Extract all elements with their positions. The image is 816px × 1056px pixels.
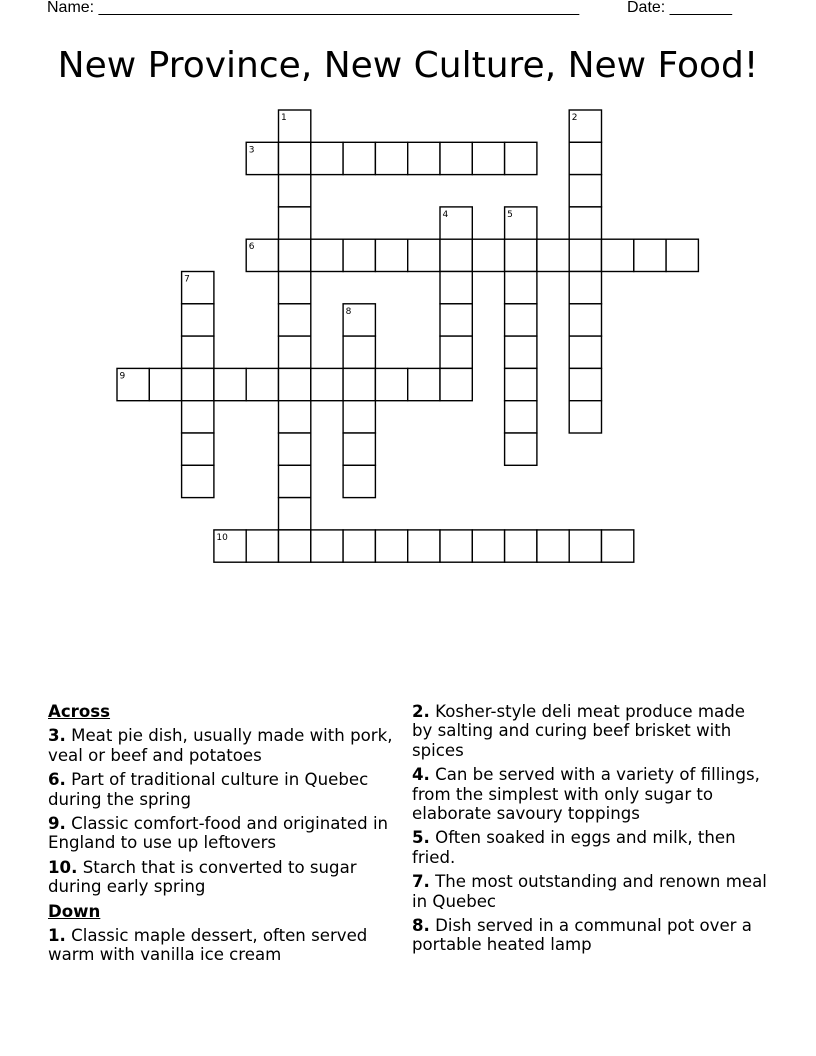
- grid-cell[interactable]: [408, 368, 440, 400]
- down-clue: [412, 828, 770, 867]
- grid-cell[interactable]: [279, 336, 311, 368]
- clue-number: 10.: [48, 857, 78, 877]
- grid-cell[interactable]: [569, 401, 601, 433]
- grid-cell[interactable]: [375, 368, 407, 400]
- grid-cell[interactable]: [505, 239, 537, 271]
- grid-cell[interactable]: [311, 368, 343, 400]
- down-clue: [412, 702, 770, 760]
- grid-cell[interactable]: [537, 530, 569, 562]
- grid-cell[interactable]: [279, 142, 311, 174]
- grid-cell[interactable]: [472, 530, 504, 562]
- clue-text: Classic maple dessert, often served warm with vanilla ice cream: [48, 926, 368, 965]
- across-clue: [48, 858, 400, 897]
- clue-number: 7.: [412, 872, 430, 892]
- grid-cell[interactable]: [569, 530, 601, 562]
- grid-cell[interactable]: [149, 368, 181, 400]
- clue-number-label: 4: [442, 209, 449, 220]
- grid-cell[interactable]: [569, 336, 601, 368]
- across-clue: [48, 726, 400, 765]
- clue-text: Part of traditional culture in Quebec during the spring: [48, 770, 369, 809]
- grid-cell[interactable]: [602, 239, 634, 271]
- grid-cell[interactable]: [569, 142, 601, 174]
- grid-cell[interactable]: [634, 239, 666, 271]
- grid-cell[interactable]: [440, 239, 472, 271]
- grid-cell[interactable]: [440, 368, 472, 400]
- clue-number: 4.: [412, 765, 430, 785]
- grid-cell[interactable]: [182, 336, 214, 368]
- grid-cell[interactable]: [408, 530, 440, 562]
- grid-cell[interactable]: [246, 368, 278, 400]
- clue-number-label: 6: [248, 242, 255, 253]
- clue-number: 6.: [48, 770, 66, 790]
- grid-cell[interactable]: [311, 530, 343, 562]
- grid-cell[interactable]: [375, 530, 407, 562]
- grid-cell[interactable]: [279, 304, 311, 336]
- clue-text: Kosher-style deli meat produce made by salting and curing beef brisket with spices: [412, 702, 745, 760]
- down-clue: [412, 765, 770, 823]
- clue-text: Can be served with a variety of fillings, from the simplest with only sugar to elaborate savoury toppings: [412, 765, 760, 824]
- grid-cell[interactable]: [246, 530, 278, 562]
- name-field[interactable]: Name: ______________________________________________________: [47, 0, 580, 16]
- grid-cell[interactable]: [343, 368, 375, 400]
- grid-cell[interactable]: [472, 142, 504, 174]
- grid-cell[interactable]: [440, 304, 472, 336]
- grid-cell[interactable]: [343, 530, 375, 562]
- grid-cell[interactable]: [343, 142, 375, 174]
- grid-cell[interactable]: [505, 272, 537, 304]
- clue-number: 2.: [412, 702, 430, 721]
- clue-number: 9.: [48, 814, 66, 834]
- grid-cell[interactable]: [279, 433, 311, 465]
- clue-number: 5.: [412, 828, 430, 848]
- grid-cell[interactable]: [569, 368, 601, 400]
- grid-cell[interactable]: [343, 433, 375, 465]
- grid-cell[interactable]: [279, 272, 311, 304]
- grid-cell[interactable]: [311, 142, 343, 174]
- across-heading: Across: [48, 702, 111, 721]
- grid-cell[interactable]: [343, 239, 375, 271]
- grid-cell[interactable]: [214, 368, 246, 400]
- grid-cell[interactable]: [182, 368, 214, 400]
- grid-cell[interactable]: [182, 304, 214, 336]
- grid-cell[interactable]: [505, 401, 537, 433]
- down-clue: [412, 872, 770, 911]
- grid-cell[interactable]: [569, 175, 601, 207]
- grid-cell[interactable]: [569, 272, 601, 304]
- clue-text: Classic comfort-food and originated in England to use up leftovers: [48, 814, 389, 853]
- clues-left-column: [48, 702, 400, 970]
- clue-text: The most outstanding and renown meal in Quebec: [412, 872, 767, 911]
- grid-cell[interactable]: [279, 498, 311, 530]
- clue-number-label: 5: [507, 209, 513, 220]
- grid-cell[interactable]: [182, 465, 214, 497]
- grid-cell[interactable]: [440, 272, 472, 304]
- grid-cell[interactable]: [505, 336, 537, 368]
- grid-cell[interactable]: [343, 336, 375, 368]
- clue-number: 1.: [48, 926, 66, 946]
- grid-cell[interactable]: [375, 239, 407, 271]
- grid-cell[interactable]: [440, 142, 472, 174]
- grid-cell[interactable]: [311, 239, 343, 271]
- clue-text: Often soaked in eggs and milk, then fried.: [412, 828, 736, 867]
- across-clue: [48, 814, 400, 853]
- across-clue: [48, 770, 400, 809]
- grid-cell[interactable]: [182, 433, 214, 465]
- grid-cell[interactable]: [279, 465, 311, 497]
- grid-cell[interactable]: [343, 401, 375, 433]
- clue-number-label: 2: [571, 113, 578, 123]
- clue-number-label: 3: [248, 145, 255, 156]
- clue-text: Meat pie dish, usually made with pork, veal or beef and potatoes: [48, 726, 393, 765]
- grid-cell[interactable]: [408, 142, 440, 174]
- grid-cell[interactable]: [505, 433, 537, 465]
- clue-text: Dish served in a communal pot over a portable heated lamp: [412, 916, 752, 955]
- clue-number-label: 10: [216, 532, 228, 543]
- grid-cell[interactable]: [472, 239, 504, 271]
- grid-cell[interactable]: [440, 530, 472, 562]
- grid-cell[interactable]: [375, 142, 407, 174]
- grid-cell[interactable]: [279, 530, 311, 562]
- clue-text: Starch that is converted to sugar during early spring: [48, 857, 357, 897]
- date-field[interactable]: Date: _______: [627, 0, 732, 16]
- down-heading: Down: [48, 901, 101, 921]
- clue-number-label: 9: [119, 371, 126, 382]
- grid-cell[interactable]: [602, 530, 634, 562]
- page-title: New Province, New Culture, New Food!: [57, 45, 759, 86]
- grid-cell[interactable]: [279, 239, 311, 271]
- grid-cell[interactable]: [343, 465, 375, 497]
- grid-cell[interactable]: [440, 336, 472, 368]
- grid-cell[interactable]: [182, 401, 214, 433]
- clue-number: 8.: [412, 916, 430, 936]
- grid-cell[interactable]: [505, 142, 537, 174]
- grid-cell[interactable]: [505, 304, 537, 336]
- clue-number-label: 7: [184, 274, 190, 285]
- grid-cell[interactable]: [505, 530, 537, 562]
- clue-number: 3.: [48, 726, 66, 746]
- grid-cell[interactable]: [279, 175, 311, 207]
- grid-cell[interactable]: [569, 207, 601, 239]
- down-clue: [48, 926, 400, 965]
- clue-number-label: 8: [345, 306, 352, 317]
- clues-right-column: [412, 702, 770, 960]
- down-clue: [412, 916, 770, 955]
- grid-cell[interactable]: [569, 239, 601, 271]
- grid-cell[interactable]: [279, 401, 311, 433]
- grid-cell[interactable]: [505, 368, 537, 400]
- grid-cell[interactable]: [569, 304, 601, 336]
- clue-number-label: 1: [281, 113, 287, 123]
- grid-cell[interactable]: [408, 239, 440, 271]
- grid-cell[interactable]: [537, 239, 569, 271]
- grid-cell[interactable]: [666, 239, 698, 271]
- grid-cell[interactable]: [279, 207, 311, 239]
- grid-cell[interactable]: [279, 368, 311, 400]
